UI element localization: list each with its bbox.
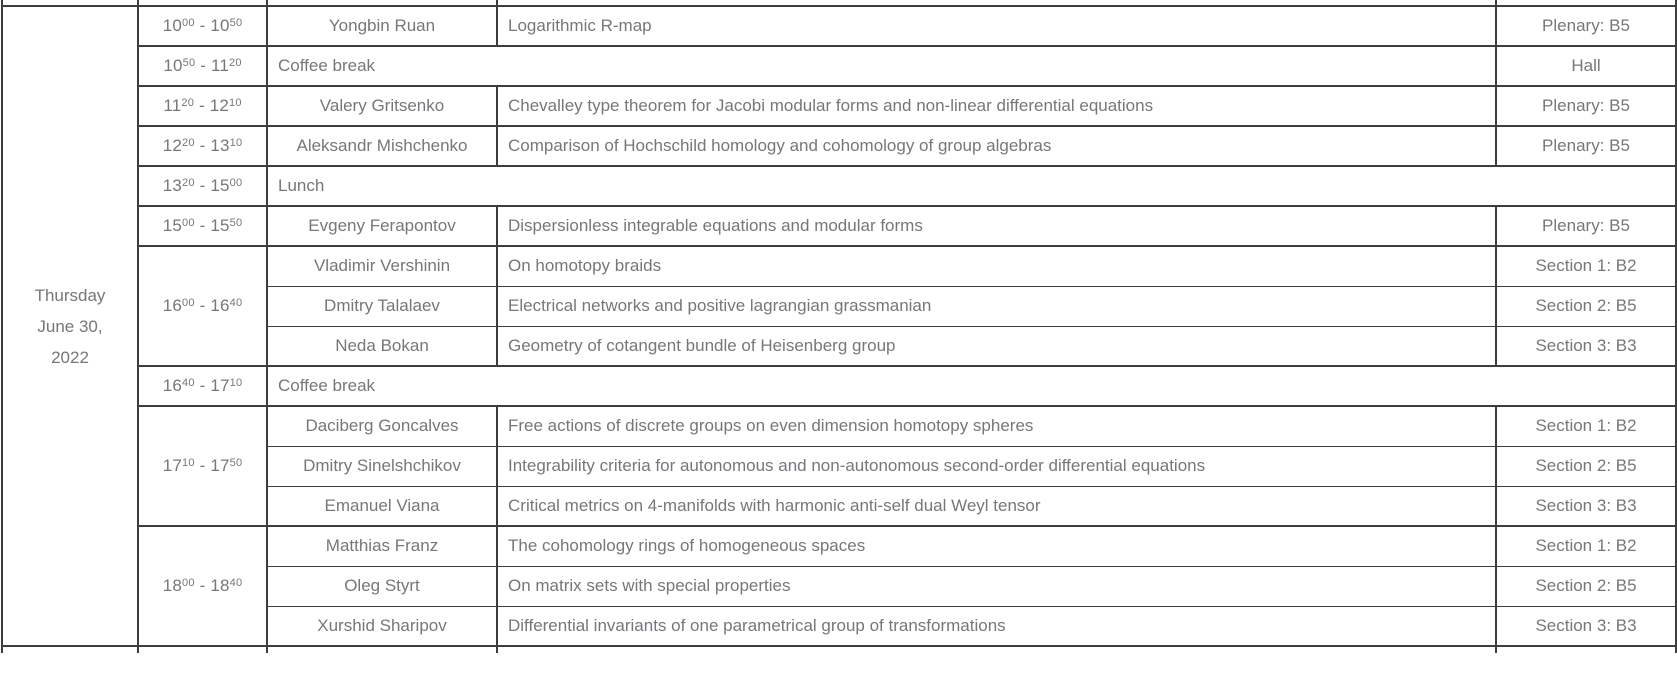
time-minutes-superscript: 10: [229, 377, 243, 389]
location-cell: Plenary: B5: [1496, 126, 1676, 166]
location-cell: Hall: [1496, 46, 1676, 86]
speaker-cell: Neda Bokan: [267, 326, 497, 366]
time-slot-cell: $18^{00} - 18^{40}$: [138, 526, 267, 646]
time-minutes-superscript: 40: [229, 297, 243, 309]
time-minutes-superscript: 00: [182, 217, 195, 229]
break-label-cell: Lunch: [267, 166, 1676, 206]
time-slot-cell: $16^{40} - 17^{10}$: [138, 366, 267, 406]
time-minutes-superscript: 50: [182, 57, 196, 69]
speaker-cell: Vladimir Vershinin: [267, 246, 497, 286]
schedule-row: [2, 166, 1676, 206]
time-minutes-superscript: 20: [182, 177, 195, 189]
talk-title-cell: The cohomology rings of homogeneous spaces: [497, 526, 1496, 566]
speaker-cell: Daciberg Goncalves: [267, 406, 497, 446]
next-day-cell: [2, 646, 138, 653]
talk-title-cell: On homotopy braids: [497, 246, 1496, 286]
time-minutes-superscript: 00: [229, 177, 243, 189]
location-cell: Plenary: B5: [1496, 86, 1676, 126]
time-minutes-superscript: 40: [182, 377, 195, 389]
time-slot-cell: $15^{00} - 15^{50}$: [138, 206, 267, 246]
talk-title-cell: Critical metrics on 4-manifolds with harmonic anti-self dual Weyl tensor: [497, 486, 1496, 526]
time-minutes-superscript: 40: [229, 577, 243, 589]
next-location-cell: [1496, 646, 1676, 653]
location-cell: Plenary: B5: [1496, 206, 1676, 246]
talk-title-cell: Chevalley type theorem for Jacobi modular forms and non-linear differential equations: [497, 86, 1496, 126]
time-minutes-superscript: 20: [181, 97, 195, 109]
location-cell: Section 1: B2: [1496, 406, 1676, 446]
location-cell: Plenary: B5: [1496, 6, 1676, 46]
location-cell: Section 2: B5: [1496, 286, 1676, 326]
time-minutes-superscript: 50: [229, 457, 243, 469]
location-cell: Section 3: B3: [1496, 606, 1676, 646]
time-minutes-superscript: 10: [182, 457, 195, 469]
time-slot-cell: $10^{50} - 11^{20}$: [138, 46, 267, 86]
talk-title-cell: Comparison of Hochschild homology and cohomology of group algebras: [497, 126, 1496, 166]
talk-title-cell: Electrical networks and positive lagrangian grassmanian: [497, 286, 1496, 326]
time-minutes-superscript: 00: [182, 297, 195, 309]
speaker-cell: Matthias Franz: [267, 526, 497, 566]
location-cell: Section 1: B2: [1496, 246, 1676, 286]
location-cell: Section 3: B3: [1496, 486, 1676, 526]
next-speaker-cell: [267, 646, 497, 653]
speaker-cell: Oleg Styrt: [267, 566, 497, 606]
time-slot-cell: $13^{20} - 15^{00}$: [138, 166, 267, 206]
speaker-cell: Dmitry Sinelshchikov: [267, 446, 497, 486]
next-title-cell: [497, 646, 1496, 653]
schedule-row: [2, 86, 1676, 126]
talk-title-cell: Logarithmic R-map: [497, 6, 1496, 46]
schedule-row: [2, 406, 1676, 446]
schedule-row: [2, 526, 1676, 566]
schedule-row: [2, 6, 1676, 46]
break-label-cell: Coffee break: [267, 366, 1676, 406]
schedule-row: [2, 366, 1676, 406]
time-minutes-superscript: 10: [229, 97, 242, 109]
schedule-row: [2, 646, 1676, 653]
speaker-cell: Emanuel Viana: [267, 486, 497, 526]
time-minutes-superscript: 10: [229, 137, 243, 149]
talk-title-cell: Differential invariants of one parametrical group of transformations: [497, 606, 1496, 646]
time-minutes-superscript: 00: [182, 17, 195, 29]
next-time-cell: [138, 646, 267, 653]
talk-title-cell: Dispersionless integrable equations and modular forms: [497, 206, 1496, 246]
time-minutes-superscript: 20: [229, 57, 242, 69]
time-minutes-superscript: 00: [182, 577, 195, 589]
location-cell: Section 3: B3: [1496, 326, 1676, 366]
day-cell: Thursday June 30, 2022: [2, 6, 138, 646]
time-slot-cell: $12^{20} - 13^{10}$: [138, 126, 267, 166]
speaker-cell: Xurshid Sharipov: [267, 606, 497, 646]
speaker-cell: Aleksandr Mishchenko: [267, 126, 497, 166]
location-cell: Section 2: B5: [1496, 566, 1676, 606]
talk-title-cell: On matrix sets with special properties: [497, 566, 1496, 606]
location-cell: Section 2: B5: [1496, 446, 1676, 486]
location-cell: Section 1: B2: [1496, 526, 1676, 566]
schedule-row: [2, 246, 1676, 286]
conference-schedule-table: [1, 0, 1677, 653]
break-label-cell: Coffee break: [267, 46, 1496, 86]
speaker-cell: Evgeny Ferapontov: [267, 206, 497, 246]
time-minutes-superscript: 50: [229, 217, 243, 229]
talk-title-cell: Geometry of cotangent bundle of Heisenberg group: [497, 326, 1496, 366]
talk-title-cell: Free actions of discrete groups on even dimension homotopy spheres: [497, 406, 1496, 446]
schedule-row: [2, 206, 1676, 246]
speaker-cell: Yongbin Ruan: [267, 6, 497, 46]
time-slot-cell: $16^{00} - 16^{40}$: [138, 246, 267, 366]
time-slot-cell: $11^{20} - 12^{10}$: [138, 86, 267, 126]
speaker-cell: Dmitry Talalaev: [267, 286, 497, 326]
time-slot-cell: $17^{10} - 17^{50}$: [138, 406, 267, 526]
schedule-row: [2, 126, 1676, 166]
time-minutes-superscript: 20: [182, 137, 195, 149]
speaker-cell: Valery Gritsenko: [267, 86, 497, 126]
time-slot-cell: $10^{00} - 10^{50}$: [138, 6, 267, 46]
talk-title-cell: Integrability criteria for autonomous and non-autonomous second-order differential equations: [497, 446, 1496, 486]
time-minutes-superscript: 50: [229, 17, 243, 29]
schedule-row: [2, 46, 1676, 86]
